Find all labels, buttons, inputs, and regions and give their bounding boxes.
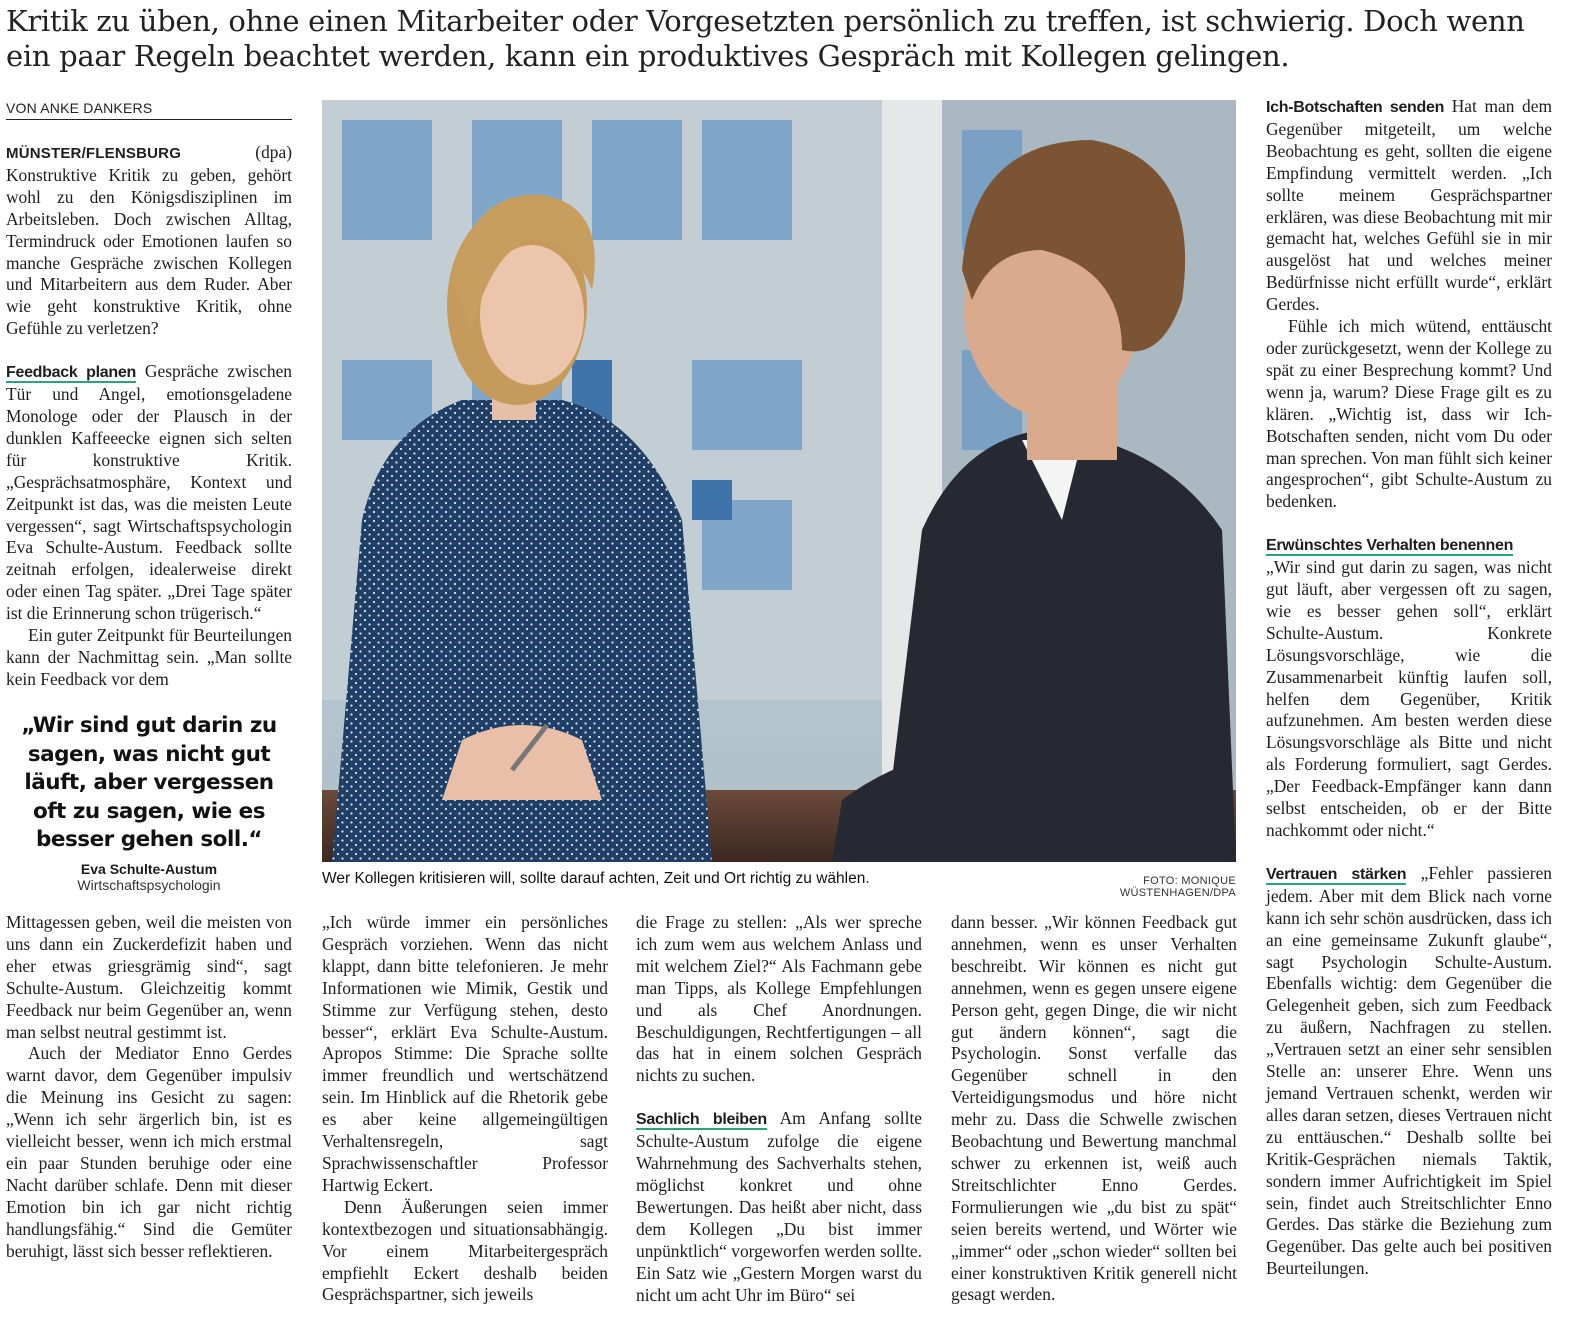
photo-illustration — [322, 100, 1236, 862]
paragraph — [6, 361, 292, 625]
subheading-feedback-planen: Feedback planen — [6, 364, 136, 382]
subheading-sachlich-bleiben: Sachlich bleiben — [636, 1111, 767, 1129]
paragraph — [636, 1108, 922, 1306]
paragraph: „Wir sind gut darin zu sagen, was nicht gut läuft, aber vergessen oft zu sagen, wie es besser gehen soll“, erklärt Schulte-Austum. Konkrete Lösungsvorschläge, wie die Zusammenarbeit künftig laufen soll, helfen dem Gegenüber, Kritik aufzunehmen. Am besten werden diese Lösungsvorschläge als Bitte und nicht als Forderung formuliert, sagt Gerdes. „Der Feedback-Empfänger kann dann selbst entscheiden, ob er der Bitte nachkommt oder nicht.“ — [1266, 557, 1552, 840]
pull-quote-author: Eva Schulte-Austum — [80, 860, 218, 877]
paragraph: Mittagessen geben, weil die meisten von uns dann ein Zuckerdefizit haben und eher etwas griesgrämig sind“, sagt Schulte-Austum. Gleichzeitig kommt Feedback nur beim Gegenüber an, wenn man selbst neutral gestimmt ist. — [6, 912, 292, 1042]
column-1-upper — [6, 142, 292, 691]
column-3 — [636, 912, 922, 1306]
paragraph: dann besser. „Wir können Feedback gut annehmen, wenn es unser Verhalten beschreibt. Wir können es nicht gut annehmen, wenn es gegen unsere eigene Person geht, gegen Dinge, die wir nicht gut ändern können“, sagt die Psychologin. Sonst verfalle das Gegenüber schnell in den Verteidigungsmodus und höre nicht mehr zu. Dass die Schwelle zwischen Beobachtung und Bewertung manchmal schwer zu erkennen ist, weiß auch Streitschlichter Enno Gerdes. Formulierungen wie „du bist zu spät“ seien bereits wertend, und Wörter wie „immer“ oder „schon wieder“ sollten bei einer konstruktiven Kritik generell nicht gesagt werden. — [951, 912, 1237, 1305]
subheading-vertrauen-staerken: Vertrauen stärken — [1266, 865, 1407, 883]
subheading-ich-botschaften: Ich-Botschaften senden — [1266, 99, 1445, 116]
paragraph-text: „Fehler passieren jedem. Aber mit dem Blick nach vorne kann ich sehr schön ausdrücken, dass ich an eine gemeinsame Zukunft glaube“, sagt Psychologin Schulte-Austum. Ebenfalls wichtig: dem Gegenüber die Gelegenheit geben, sich zum Feedback zu äußern, Nachfragen zu stellen. „Vertrauen setzt an einer sehr sensiblen Stelle an: unserer Ehre. Wenn uns jemand Vertrauen schenkt, werden wir alles daran setzen, dieses Vertrauen nicht zu enttäuschen.“ Deshalb sollte bei Kritik-Gesprächen niemals Taktik, sondern immer Aufrichtigkeit im Spiel sein, findet auch Streitschlichter Enno Gerdes. Das stärke die Beziehung zum Gegenüber. Das gelte auch bei positiven Beurteilungen. — [1266, 862, 1552, 1279]
byline: VON ANKE DANKERS — [6, 100, 292, 120]
paragraph: Auch der Mediator Enno Gerdes warnt davor, dem Gegenüber impulsiv die Meinung ins Gesicht zu sagen: „Wenn ich sehr ärgerlich bin, ist es vielleicht besser, wenn ich mich erstmal ein paar Stunden beruhige oder eine Nacht darüber schlafe. Denn mit dieser Emotion bin ich gar nicht richtig handlungsfähig.“ Sind die Gemüter beruhigt, lässt sich besser reflektieren. — [6, 1043, 292, 1261]
column-5 — [1266, 96, 1552, 1280]
column-2 — [322, 912, 608, 1306]
paragraph: Denn Äußerungen seien immer kontextbezogen und situationsabhängig. Vor einem Mitarbeitergespräch empfiehlt Eckert deshalb beiden Gesprächspartner, sich jeweils — [322, 1196, 608, 1305]
paragraph-text: (dpa) Konstruktive Kritik zu geben, gehört wohl zu den Königsdisziplinen im Arbeitsleben. Doch zwischen Alltag, Termindruck oder Emotionen laufen so manche Gespräche zwischen Kollegen und Mitarbeitern aus dem Ruder. Aber wie geht konstruktive Kritik, ohne Gefühle zu verletzen? — [6, 142, 292, 339]
subheading-erwuenschtes-verhalten: Erwünschtes Verhalten benennen — [1266, 537, 1514, 555]
paragraph: Ein guter Zeitpunkt für Beurteilungen kann der Nachmittag sein. „Man sollte kein Feedback vor dem — [6, 625, 292, 689]
article-intro: Kritik zu üben, ohne einen Mitarbeiter oder Vorgesetzten persönlich zu treffen, ist schwierig. Doch wenn ein paar Regeln beachtet werden, kann ein produktives Gespräch mit Kollegen gelingen. — [6, 4, 1525, 73]
pull-quote — [6, 712, 292, 893]
photo-credit: FOTO: MONIQUE WÜSTENHAGEN/DPA — [1119, 875, 1236, 899]
paragraph — [1266, 96, 1552, 316]
pull-quote-role: Wirtschaftspsychologin — [77, 876, 221, 893]
paragraph-text: Am Anfang sollte Schulte-Austum zufolge die eigene Wahrnehmung des Sachverhalts stehen, möglichst konkret und ohne Bewertungen. Das heißt aber nicht, dass dem Kollegen „Du bist immer unpünktlich“ vorgeworfen werden sollte. Ein Satz wie „Gestern Morgen warst du nicht um acht Uhr im Büro“ sei — [636, 1108, 922, 1305]
paragraph: die Frage zu stellen: „Als wer spreche ich zum wem aus welchem Anlass und mit welchem Ziel?“ Als Fachmann gebe man Tipps, als Kollege Empfehlungen und als Chef Anordnungen. Beschuldigungen, Rechtfertigungen – all das hat in einem solchen Gespräch nichts zu suchen. — [636, 912, 922, 1086]
subheading-paragraph — [1266, 534, 1552, 557]
paragraph: „Ich würde immer ein persönliches Gespräch vorziehen. Wenn das nicht klappt, dann bitte telefonieren. Je mehr Informationen wie Mimik, Gestik und Stimme zur Verfügung stehen, desto besser“, erklärt Eva Schulte-Austum. Apropos Stimme: Die Sprache sollte immer freundlich und wertschätzend sein. Im Hinblick auf die Rhetorik gebe es aber keine allgemeingültigen Verhaltensregeln, sagt Sprachwissenschaftler Professor Hartwig Eckert. — [322, 912, 608, 1195]
paragraph: Fühle ich mich wütend, enttäuscht oder zurückgesetzt, wenn der Kollege zu spät zu einer Besprechung kommt? Und wenn ja, warum? Diese Frage gilt es zu klären. „Wichtig ist, dass wir Ich-Botschaften senden, nicht vom Du oder man sprechen. Von man fühlt sich keiner angesprochen“, gibt Schulte-Austum zu bedenken. — [1266, 316, 1552, 512]
paragraph-text: Hat man dem Gegenüber mitgeteilt, um welche Beobachtung es geht, sollten die eigene Empfindung vermittelt werden. „Ich sollte meinem Gesprächspartner erklären, was diese Beobachtung mit mir gemacht hat, welches Gefühl sie in mir ausgelöst hat und welches meiner Bedürfnisse nicht erfüllt wurde“, erklärt Gerdes. — [1266, 96, 1552, 315]
paragraph — [6, 142, 292, 340]
pull-quote-text: „Wir sind gut darin zu sagen, was nicht gut läuft, aber vergessen oft zu sagen, wie es besser gehen soll.“ — [21, 713, 277, 852]
article-photo — [322, 100, 1236, 862]
column-1-lower — [6, 912, 292, 1263]
column-4 — [951, 912, 1237, 1306]
dateline: MÜNSTER/FLENSBURG — [6, 145, 182, 162]
photo-caption: Wer Kollegen kritisieren will, sollte darauf achten, Zeit und Ort richtig zu wählen. — [322, 870, 870, 887]
paragraph — [1266, 863, 1552, 1280]
paragraph-text: Gespräche zwischen Tür und Angel, emotionsgeladene Monologe oder der Plausch in der dunklen Kaffeeecke eignen sich selten für konstruktive Kritik. „Gesprächsatmosphäre, Kontext und Zeitpunkt ist das, was die meisten Leute vergessen“, sagt Wirtschaftspsychologin Eva Schulte-Austum. Feedback sollte zeitnah erfolgen, idealerweise direkt oder einen Tag später. „Drei Tage später ist die Erinnerung schon trügerisch.“ — [6, 361, 292, 624]
